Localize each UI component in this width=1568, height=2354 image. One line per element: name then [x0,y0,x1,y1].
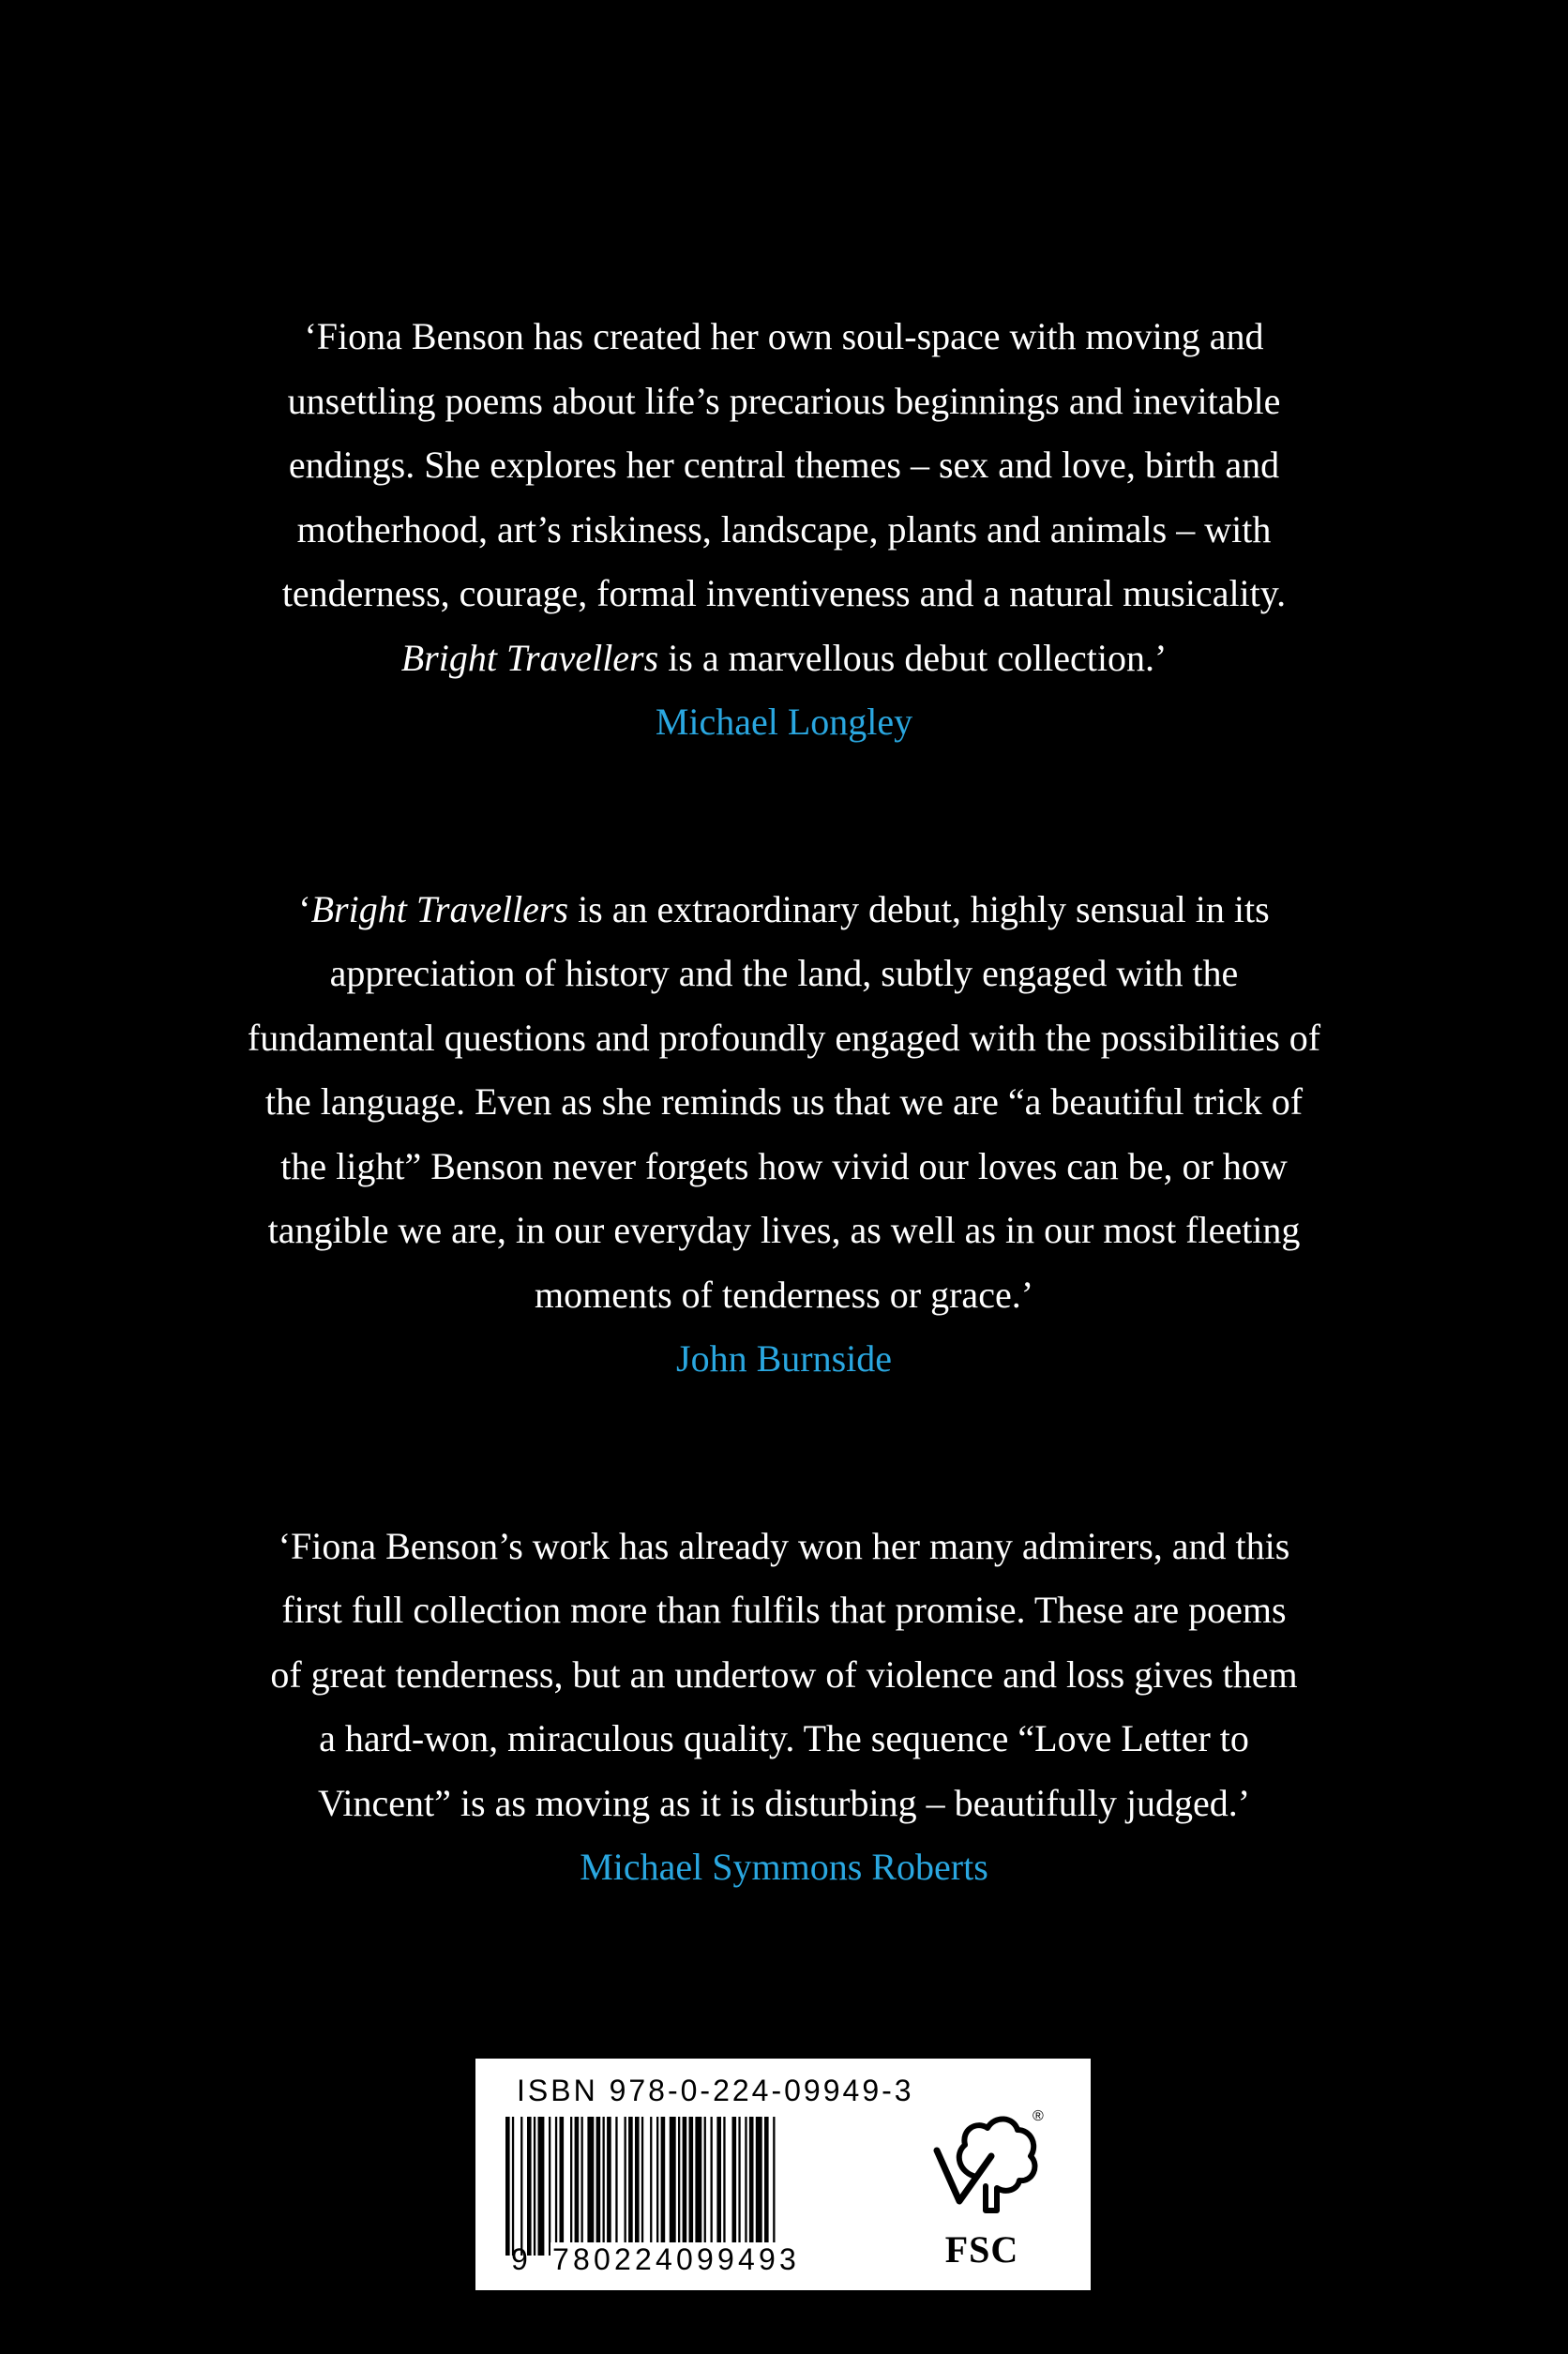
attribution-author: Michael Longley [655,701,913,743]
blurb-longley [0,305,1568,755]
barcode-bar [527,2117,532,2256]
quote-line: tangible we are, in our everyday lives, as well as in our most fleeting [267,1209,1301,1251]
barcode-bar [764,2117,769,2256]
barcode-bar [555,2117,557,2256]
spacer [0,755,1568,878]
barcode-bar [683,2117,687,2256]
quote-text [0,878,1568,1328]
quote-line: first full collection more than fulfils that promise. These are poems [281,1589,1287,1631]
blurb-symmons-roberts [0,1515,1568,1900]
barcode-bar [635,2117,640,2256]
barcode-bar [678,2117,680,2256]
barcode-bar [628,2117,633,2256]
barcode-bar [560,2117,565,2256]
barcode-bar [661,2117,666,2256]
barcode-bar [749,2117,754,2256]
barcode-bar [603,2117,605,2256]
barcode-bar [534,2117,535,2256]
blurb-burnside [0,878,1568,1392]
quote-line: a hard-won, miraculous quality. The sequence “Love Letter to [319,1717,1249,1759]
quote-text [0,1515,1568,1836]
barcode-bar [745,2117,746,2256]
quote-line: the light” Benson never forgets how vivid our loves can be, or how [280,1144,1288,1187]
ean-first-digit: 9 [511,2242,528,2276]
quote-line: appreciation of history and the land, subtly engaged with the [329,952,1239,994]
quote-fragment: is a marvellous debut collection.’ [658,636,1168,679]
barcode-bar [596,2117,601,2256]
barcode-bar [738,2117,740,2256]
registered-mark: ® [1033,2108,1044,2124]
barcode-bar [650,2117,652,2256]
quote-line: ‘Fiona Benson’s work has already won her many admirers, and this [278,1524,1290,1567]
attribution-author: John Burnside [676,1337,892,1380]
barcode-bar [689,2117,694,2256]
barcode-bar [711,2117,713,2256]
barcode-bar [670,2117,676,2256]
barcode-bar [641,2117,643,2256]
quote-fragment: is an extraordinary debut, highly sensual in its [568,887,1270,930]
barcode-bar [716,2117,721,2256]
barcode-bar [505,2117,510,2256]
quote-line: tenderness, courage, formal inventiveness and a natural musicality. [281,572,1287,614]
spacer [0,1392,1568,1515]
barcode-box [475,2059,1091,2290]
quote-line: fundamental questions and profoundly engaged with the possibilities of [247,1016,1321,1059]
quote-line: unsettling poems about life’s precarious beginnings and inevitable [287,379,1281,422]
quote-line: ‘Fiona Benson has created her own soul-space with moving and [304,315,1264,357]
barcode-bar [773,2117,775,2256]
fsc-label: FSC [944,2228,1019,2271]
barcode-bar [615,2117,617,2256]
book-title: Bright Travellers [400,636,659,679]
ean-digits: 780224099493 [552,2242,800,2276]
barcode-bar [570,2117,572,2256]
quote-mark: ‘ [298,887,311,930]
barcode-bar [538,2117,545,2256]
quote-line: Vincent” is as moving as it is disturbing – beautifully judged.’ [317,1781,1251,1824]
barcode-bar [607,2117,611,2256]
quote-line: endings. She explores her central themes – sex and love, birth and [288,444,1280,486]
barcode-bar [732,2117,737,2256]
barcode-bar [625,2117,626,2256]
quote-line: the language. Even as she reminds us that we are “a beautiful trick of [264,1080,1304,1123]
quote-line [0,626,1568,691]
barcode-bar [549,2117,550,2256]
quote-line: motherhood, art’s riskiness, landscape, plants and animals – with [296,507,1272,551]
book-title: Bright Travellers [310,887,569,930]
barcode-icon [504,2117,890,2256]
barcode-bar [587,2117,594,2256]
barcode-bar [575,2117,580,2256]
barcode-bar [656,2117,658,2256]
blurbs [0,305,1568,1900]
quote-line [0,878,1568,943]
barcode-bar [581,2117,583,2256]
barcode-bar [695,2117,701,2256]
quote-line: moments of tenderness or grace.’ [534,1273,1034,1316]
barcode-bar [723,2117,725,2256]
barcode-bar [756,2117,762,2256]
barcode-bar [520,2117,522,2256]
quote-line: of great tenderness, but an undertow of violence and loss gives them [270,1652,1298,1696]
barcode-bar [512,2117,514,2256]
isbn-label: ISBN 978-0-224-09949-3 [517,2074,914,2107]
barcode-bar [704,2117,706,2256]
quote-text [0,305,1568,690]
attribution-author: Michael Symmons Roberts [580,1846,988,1888]
